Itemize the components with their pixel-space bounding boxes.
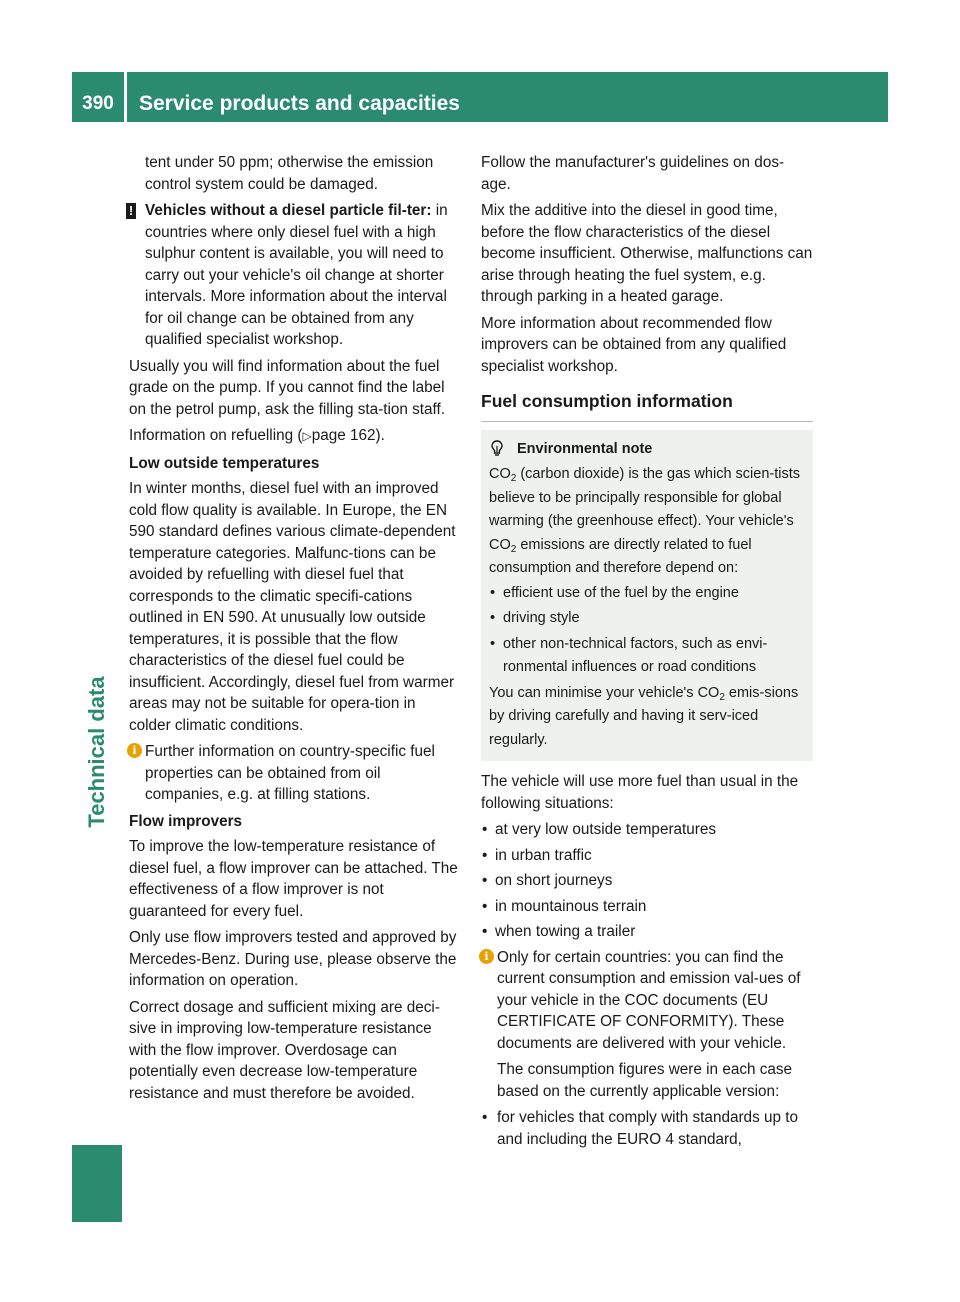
paragraph-refuel: Information on refuelling (▷page 162). [129,427,385,444]
page-link[interactable]: page 162 [311,427,376,444]
list-item: • at very low outside temperatures [481,819,813,841]
info-note: i Only for certain countries: you can find the current consumption and emission val-ues of your vehicle in the COC documents (EU CERTIFICATE OF CONFORMITY). These documents are delivered with your vehicle. [481,947,813,1055]
paragraph: In winter months, diesel fuel with an improved cold flow quality is available. In Europe, the EN 590 standard defines various climate-dependent temperature categories. Malfunc-tions can be avoided by refuelling with diesel fuel that corresponds to the climatic specifi-cations outlined in EN 590. At unusually low outside temperatures, it is possible that the flow characteristics of the diesel fuel could be insufficient. Accordingly, diesel fuel from warmer areas may not be suitable for opera-tion in colder climatic conditions. [129,480,456,734]
arrow-right-icon: ▷ [302,429,312,443]
subheading-flow-improvers: Flow improvers [129,812,243,830]
list-item: • driving style [489,607,805,631]
info-note: i Further information on country-specific fuel properties can be obtained from oil companies, e.g. at filling stations. [129,741,461,806]
warning-note [129,200,461,351]
warning-icon: ! [126,203,136,219]
chapter-title: Service products and capacities [139,92,460,115]
section-tab [72,1145,122,1222]
section-heading: Fuel consumption information [481,391,813,422]
lightbulb-icon [491,440,503,457]
env-paragraph: You can minimise your vehicle's $CO_2$ emis-sions by driving carefully and having it serv-iced regularly. [489,684,799,748]
list-item: • efficient use of the fuel by the engine [489,582,805,606]
env-note-header: Environmental note [489,438,805,462]
warning-bold: Vehicles without a diesel particle fil-ter: [145,202,432,219]
subheading-low-temp: Low outside temperatures [129,454,320,472]
environmental-note [481,430,813,762]
list-item: • when towing a trailer [481,921,813,943]
paragraph: Only use flow improvers tested and approved by Mercedes-Benz. During use, please observe the information on operation. [129,929,457,989]
warning-text: in countries where only diesel fuel with a high sulphur content is available, you will need to carry out your vehicle's oil change at shorter intervals. More information about the interval for oil change can be obtained from any qualified specialist workshop. [145,202,448,348]
paragraph: Mix the additive into the diesel in good time, before the flow characteristics of the diesel become insufficient. Otherwise, malfunctions can arise through heating the fuel system, e.g. through parking in a heated garage. [481,202,813,305]
paragraph: Usually you will find information about the fuel grade on the pump. If you cannot find the label on the petrol pump, ask the filling sta-tion staff. [129,357,446,418]
list-item: • on short journeys [481,870,813,892]
info-icon: i [127,743,142,758]
paragraph: Correct dosage and sufficient mixing are deci-sive in improving low-temperature resistance with the flow improver. Overdosage can potentially even decrease low-temperature resistance and must therefore be avoided. [129,998,440,1102]
paragraph: More information about recommended flow improvers can be obtained from any qualified specialist workshop. [481,314,787,375]
list-item: • in mountainous terrain [481,896,813,918]
env-paragraph: $CO_2$ (carbon dioxide) is the gas which scien-tists believe to be principally responsible for global warming (the greenhouse effect). Your vehicle's $CO_2$ emissions are directly related to fuel consumption and therefore depend on: [489,466,800,576]
list-item: • for vehicles that comply with standards up to and including the EURO 4 standard, [481,1107,813,1150]
info-icon: i [479,949,494,964]
paragraph: Follow the manufacturer's guidelines on dos-age. [481,154,785,193]
paragraph: The consumption figures were in each case based on the currently applicable version: [497,1061,793,1100]
left-column [129,152,461,1109]
page-number: 390 [82,93,114,114]
header-divider [124,72,127,122]
paragraph: To improve the low-temperature resistance of diesel fuel, a flow improver can be attached. The effectiveness of a flow improver is not guaranteed for every fuel. [129,838,458,920]
paragraph: The vehicle will use more fuel than usual in the following situations: [481,773,799,812]
list-item: • other non-technical factors, such as envi-ronmental influences or road conditions [489,633,805,680]
right-column [481,152,813,1154]
section-label: Technical data [84,676,109,828]
paragraph: tent under 50 ppm; otherwise the emission control system could be damaged. [145,154,434,193]
list-item: • in urban traffic [481,845,813,867]
